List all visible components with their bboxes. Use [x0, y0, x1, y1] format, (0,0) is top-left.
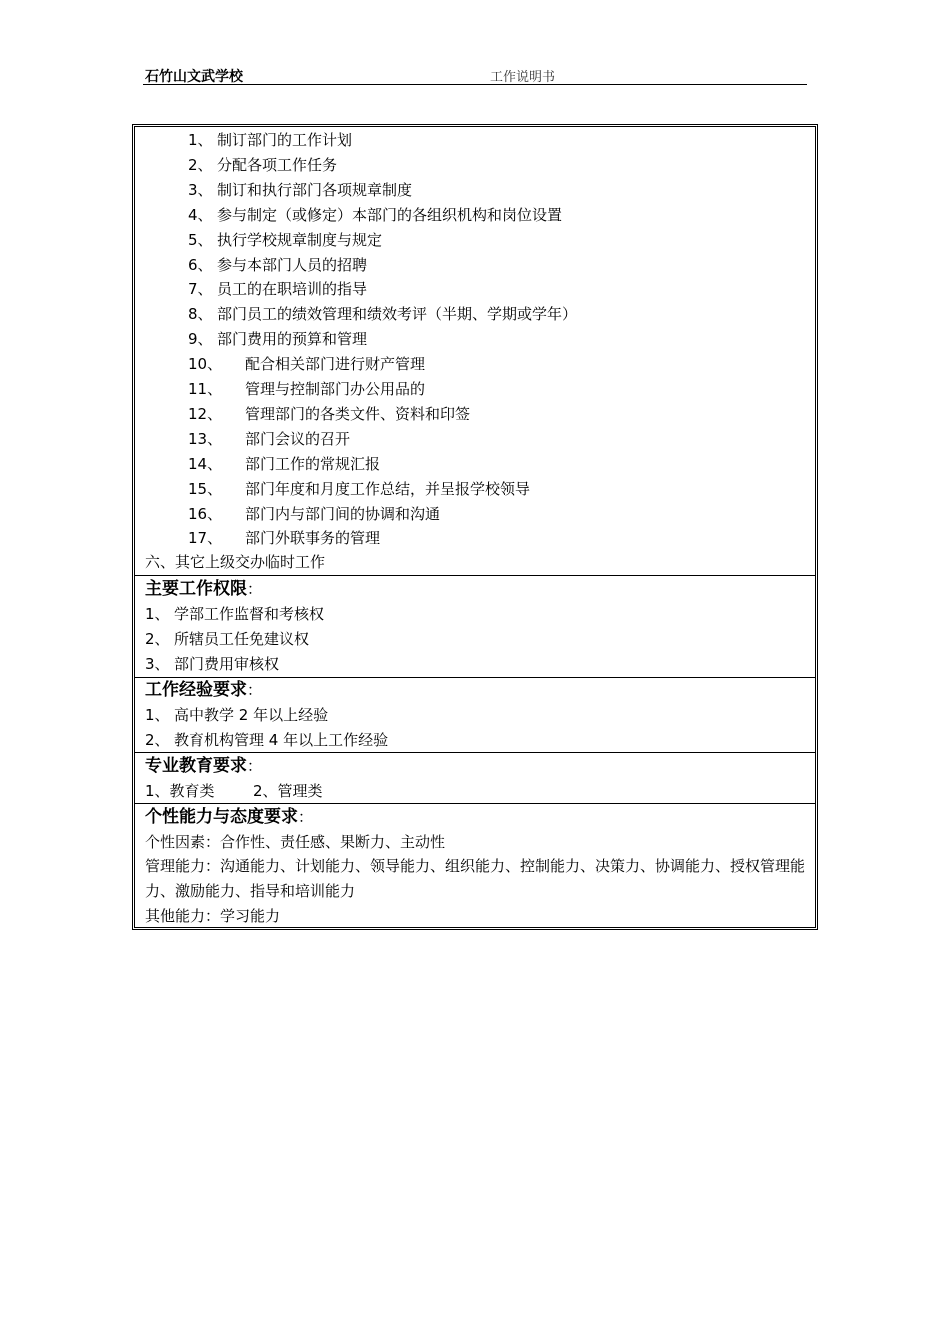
- duty-number: 14、: [188, 454, 223, 473]
- duty-item: [188, 354, 425, 374]
- duty-item: [188, 130, 352, 150]
- duty-item: [188, 479, 530, 499]
- duty-item: [188, 304, 577, 324]
- section-divider: [135, 752, 815, 753]
- duty-text: 员工的在职培训的指导: [217, 280, 368, 299]
- duty-item: [188, 504, 440, 524]
- authority-item: 1、 学部工作监督和考核权: [145, 605, 325, 623]
- duty-item: [188, 429, 350, 449]
- ability-heading: 个性能力与态度要求：: [145, 807, 314, 827]
- authority-item: 3、 部门费用审核权: [145, 655, 280, 673]
- duty-text: 管理部门的各类文件、资料和印签: [245, 404, 471, 423]
- duty-number: 17、: [188, 529, 223, 548]
- duty-item: [188, 230, 382, 250]
- duty-item: [188, 528, 380, 548]
- duty-number: 15、: [188, 479, 223, 498]
- duty-number: 9、: [188, 330, 213, 349]
- duty-number: 16、: [188, 504, 223, 523]
- duty-item: [188, 279, 367, 299]
- duty-number: 4、: [188, 205, 213, 224]
- authority-heading: 主要工作权限：: [145, 579, 263, 599]
- other-duty: 六、其它上级交办临时工作: [145, 553, 326, 571]
- duty-text: 制订部门的工作计划: [217, 131, 353, 149]
- duty-number: 1、: [188, 131, 213, 149]
- duty-text: 部门员工的绩效管理和绩效考评（半期、学期或学年）: [217, 305, 578, 324]
- duty-item: [188, 329, 367, 349]
- other-abilities: 其他能力：学习能力: [145, 907, 281, 925]
- experience-item: 2、 教育机构管理 4 年以上工作经验: [145, 731, 389, 749]
- duty-item: [188, 180, 412, 200]
- duty-number: 5、: [188, 230, 213, 249]
- duty-number: 2、: [188, 155, 213, 174]
- experience-heading: 工作经验要求：: [145, 680, 263, 700]
- school-name: 石竹山文武学校: [145, 69, 243, 85]
- duty-number: 10、: [188, 355, 223, 374]
- duty-text: 分配各项工作任务: [217, 155, 338, 174]
- section-divider: [135, 575, 815, 576]
- education-heading: 专业教育要求：: [145, 756, 263, 776]
- duty-text: 执行学校规章制度与规定: [217, 230, 383, 249]
- duty-number: 12、: [188, 404, 223, 423]
- duty-text: 部门工作的常规汇报: [245, 454, 381, 473]
- duty-item: [188, 404, 470, 424]
- duty-number: 3、: [188, 180, 213, 199]
- education-item: 1、教育类: [145, 782, 215, 800]
- duty-text: 参与本部门人员的招聘: [217, 255, 368, 274]
- duty-item: [188, 155, 337, 175]
- duty-number: 13、: [188, 429, 223, 448]
- personality-factors: 个性因素：合作性、责任感、果断力、主动性: [145, 833, 446, 851]
- duty-number: 8、: [188, 305, 213, 324]
- duty-item: [188, 454, 380, 474]
- header-rule: [143, 84, 807, 85]
- duty-number: 11、: [188, 380, 223, 398]
- document-title: 工作说明书: [490, 70, 556, 85]
- management-abilities: 管理能力：沟通能力、计划能力、领导能力、组织能力、控制能力、决策力、协调能力、授权管理能力、激励能力、指导和培训能力: [145, 857, 806, 900]
- duty-text: 配合相关部门进行财产管理: [245, 355, 426, 374]
- duty-text: 制订和执行部门各项规章制度: [217, 180, 413, 199]
- duty-text: 部门内与部门间的协调和沟通: [245, 504, 441, 523]
- experience-item: 1、 高中教学 2 年以上经验: [145, 706, 329, 724]
- job-description-table: [132, 124, 818, 930]
- duty-text: 部门费用的预算和管理: [217, 330, 368, 349]
- duty-number: 6、: [188, 255, 213, 274]
- duty-text: 参与制定（或修定）本部门的各组织机构和岗位设置: [217, 205, 563, 224]
- section-divider: [135, 803, 815, 804]
- duty-text: 部门外联事务的管理: [245, 529, 381, 548]
- duty-item: [188, 255, 367, 275]
- duty-item: [188, 205, 562, 225]
- education-item: 2、管理类: [253, 782, 323, 800]
- authority-item: 2、 所辖员工任免建议权: [145, 630, 310, 648]
- duty-text: 管理与控制部门办公用品的: [245, 380, 426, 398]
- duty-number: 7、: [188, 280, 213, 299]
- section-divider: [135, 677, 815, 678]
- duty-text: 部门会议的召开: [245, 429, 351, 448]
- duty-text: 部门年度和月度工作总结，并呈报学校领导: [245, 479, 531, 498]
- duty-item: [188, 379, 425, 399]
